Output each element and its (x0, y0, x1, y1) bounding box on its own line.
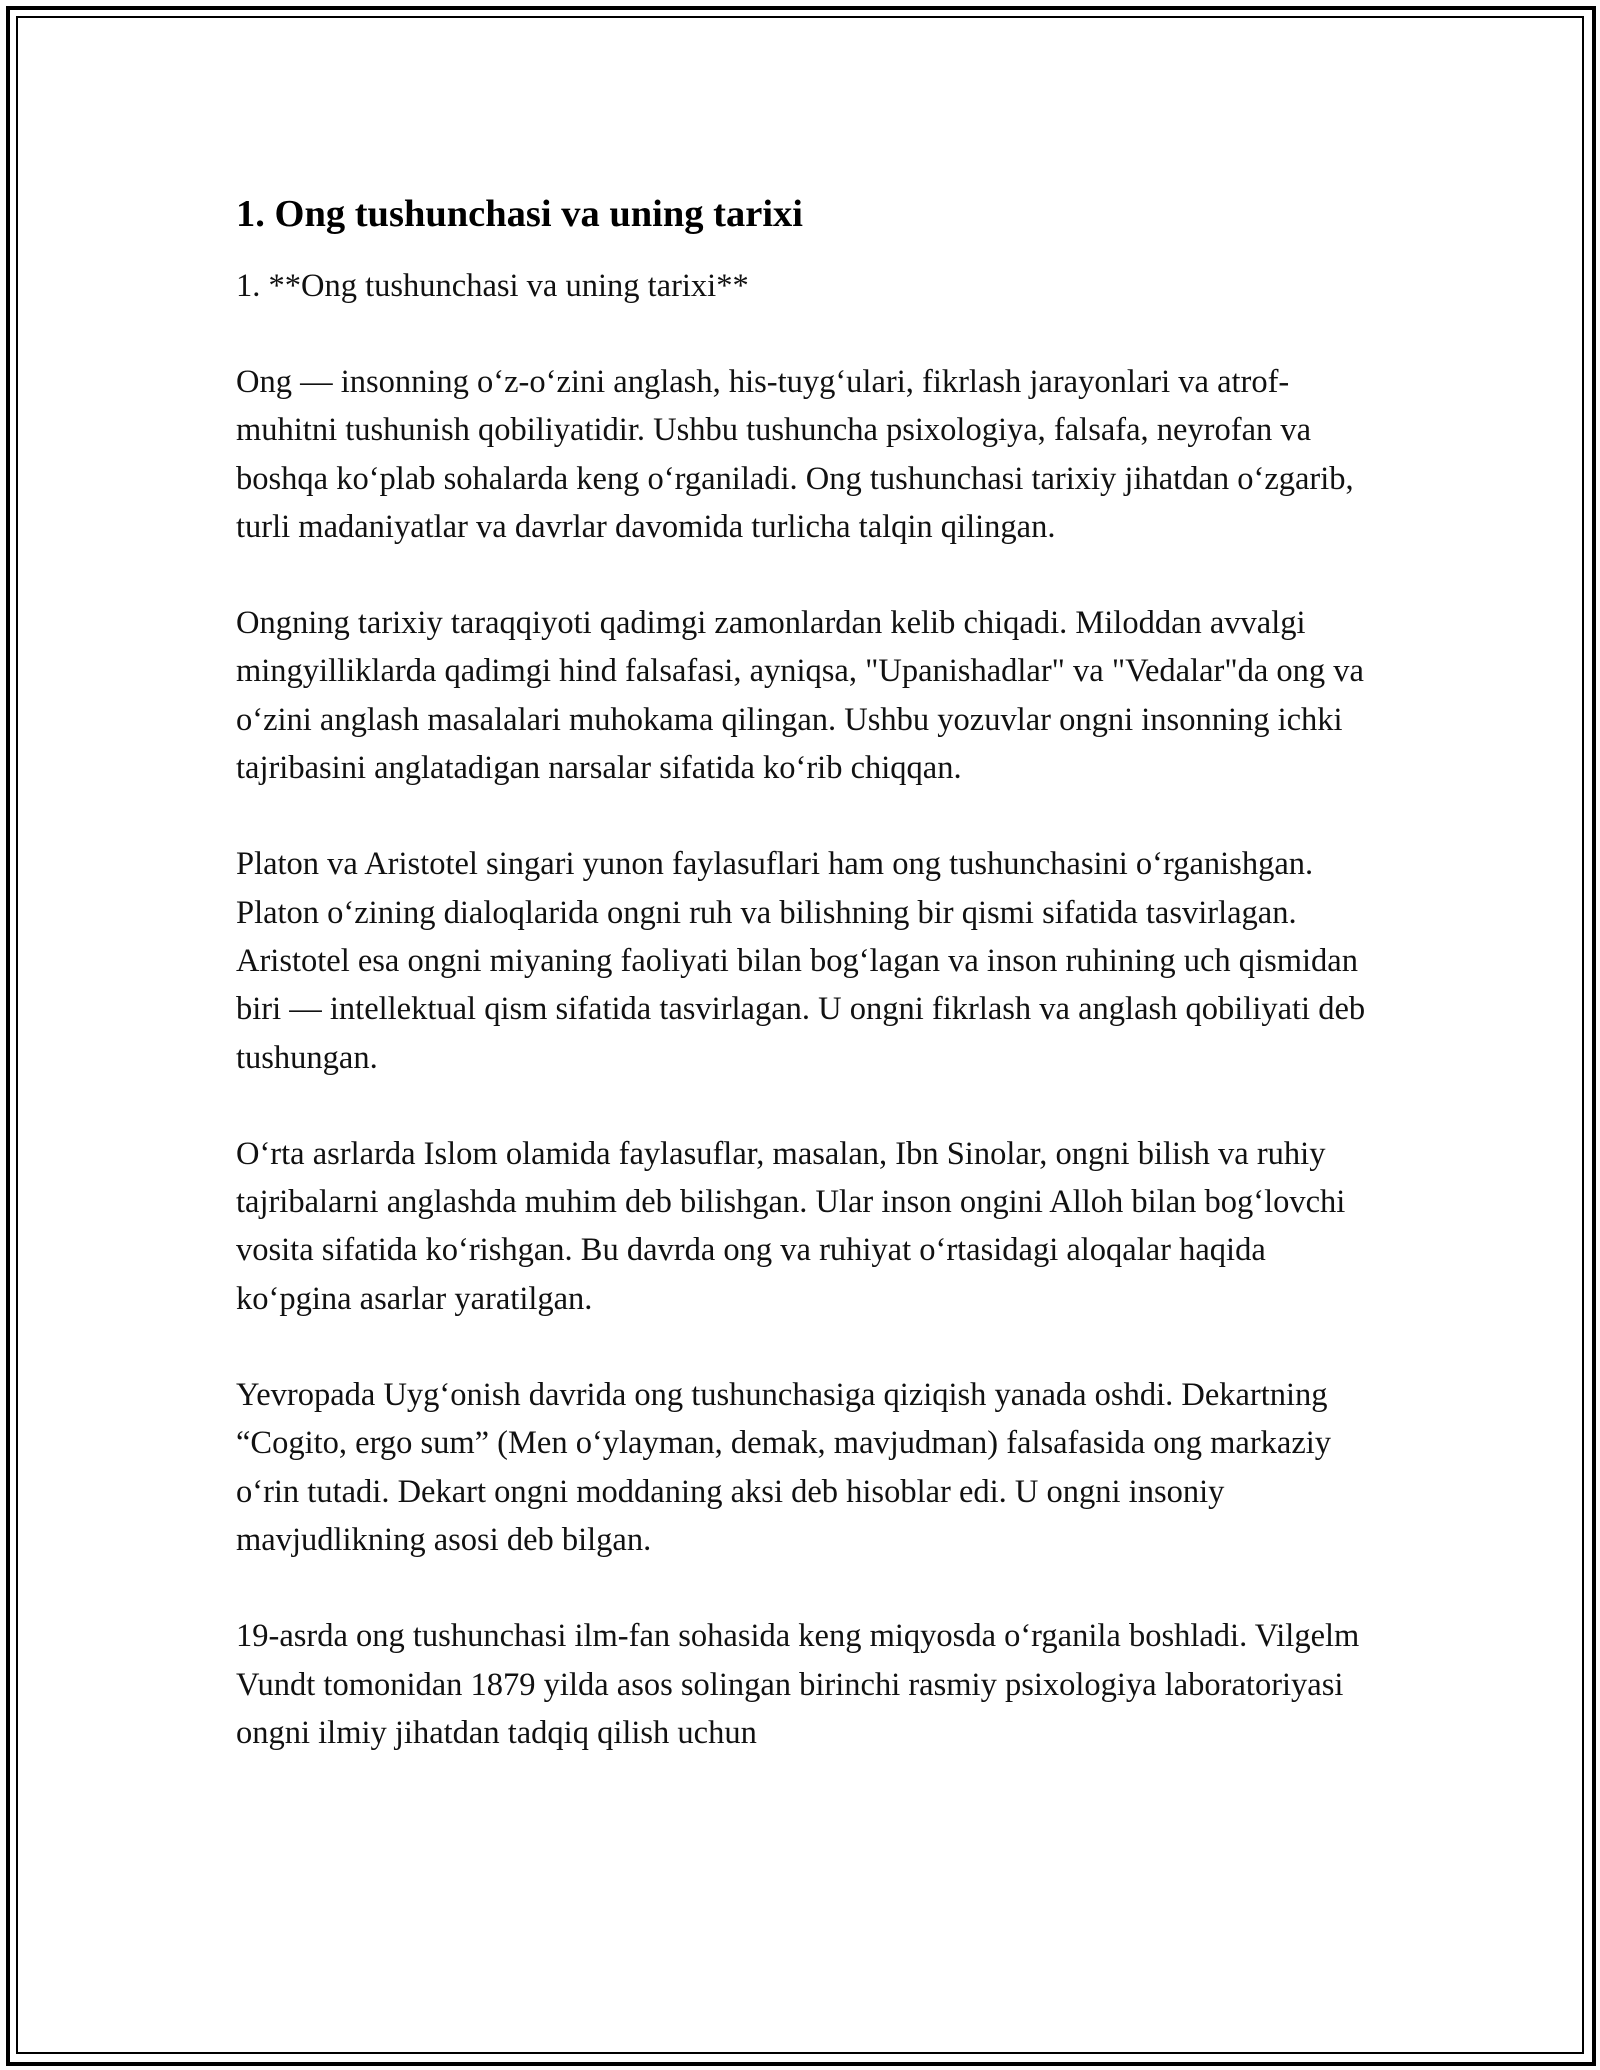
paragraph-greek-philosophers: Platon va Aristotel singari yunon faylasuflari ham ong tushunchasini oʻrganishgan. Platon oʻzining dialoqlarida ongni ruh va bilishning bir qismi sifatida tasvirlagan. Aristotel esa ongni miyaning faoliyati bilan bogʻlagan va inson ruhining uch qismidan biri — intellektual qism sifatida tasvirlagan. U ongni fikrlash va anglash qobiliyati deb tushungan. (236, 846, 1366, 1076)
document-body (236, 188, 1370, 1805)
paragraph-ancient-india: Ongning tarixiy taraqqiyoti qadimgi zamonlardan kelib chiqadi. Miloddan avvalgi mingyilliklarda qadimgi hind falsafasi, ayniqsa, "Upanishadlar" va "Vedalar"da ong va oʻzini anglash masalalari muhokama qilingan. Ushbu yozuvlar ongni insonning ichki tajribasini anglatadigan narsalar sifatida koʻrib chiqqan. (236, 605, 1364, 787)
paragraph-middle-ages: Oʻrta asrlarda Islom olamida faylasuflar, masalan, Ibn Sinolar, ongni bilish va ruhiy tajribalarni anglashda muhim deb bilishgan. Ular inson ongini Alloh bilan bogʻlovchi vosita sifatida koʻrishgan. Bu davrda ong va ruhiyat oʻrtasidagi aloqalar haqida koʻpgina asarlar yaratilgan. (236, 1135, 1346, 1317)
paragraph-definition: Ong — insonning oʻz-oʻzini anglash, his-tuygʻulari, fikrlash jarayonlari va atrof-muhitni tushunish qobiliyatidir. Ushbu tushuncha psixologiya, falsafa, neyrofan va boshqa koʻplab sohalarda keng oʻrganiladi. Ong tushunchasi tarixiy jihatdan oʻzgarib, turli madaniyatlar va davrlar davomida turlicha talqin qilingan. (236, 364, 1354, 545)
section-subheading: 1. **Ong tushunchasi va uning tarixi** (236, 268, 749, 304)
paragraph-renaissance: Yevropada Uygʻonish davrida ong tushunchasiga qiziqish yanada oshdi. Dekartning “Cogito, ergo sum” (Men oʻylayman, demak, mavjudman) falsafasida ong markaziy oʻrin tutadi. Dekart ongni moddaning aksi deb hisoblar edi. U ongni insoniy mavjudlikning asosi deb bilgan. (236, 1377, 1332, 1558)
paragraph-19th-century: 19-asrda ong tushunchasi ilm-fan sohasida keng miqyosda oʻrganila boshladi. Vilgelm Vundt tomonidan 1879 yilda asos solingan birinchi rasmiy psixologiya laboratoriyasi ongni ilmiy jihatdan tadqiq qilish uchun (236, 1618, 1360, 1751)
page-title: 1. Ong tushunchasi va uning tarixi (236, 193, 803, 235)
